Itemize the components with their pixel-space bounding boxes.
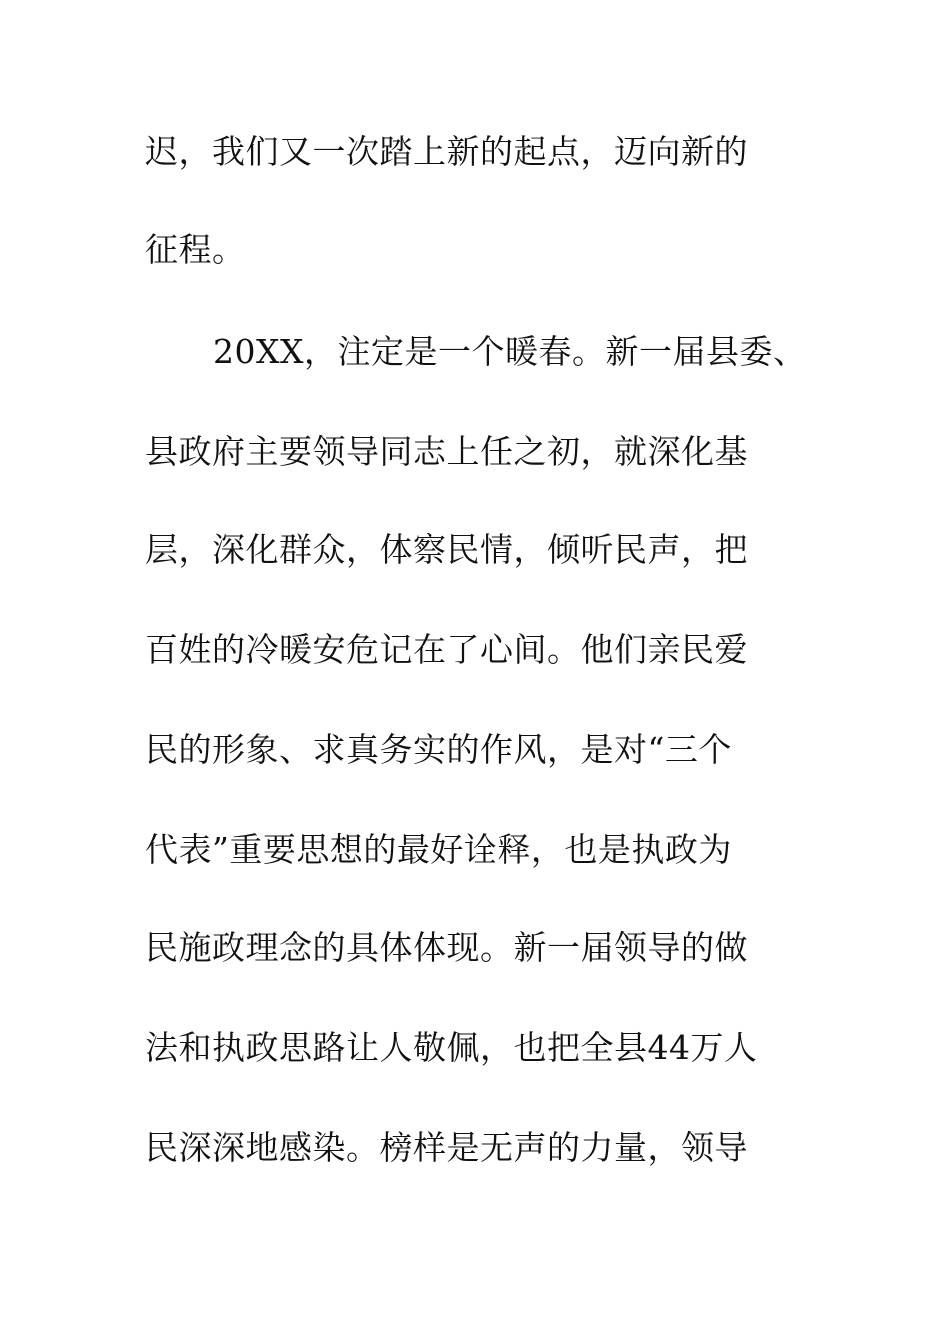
paragraph-line: 迟，我们又一次踏上新的起点，迈向新的 (145, 132, 748, 171)
paragraph-line: 民的形象、求真务实的作风，是对“三个 (145, 730, 732, 769)
paragraph-line: 民施政理念的具体体现。新一届领导的做 (145, 928, 748, 967)
paragraph-line: 征程。 (145, 230, 246, 269)
paragraph-first-line: 20XX，注定是一个暖春。新一届县委、 (213, 332, 807, 371)
paragraph-line: 层，深化群众，体察民情，倾听民声，把 (145, 530, 748, 569)
paragraph-line: 县政府主要领导同志上任之初，就深化基 (145, 432, 748, 471)
paragraph-line: 代表”重要思想的最好诠释，也是执政为 (145, 830, 732, 869)
paragraph-line: 百姓的冷暖安危记在了心间。他们亲民爱 (145, 630, 748, 669)
paragraph-line: 法和执政思路让人敬佩，也把全县44万人 (145, 1028, 758, 1067)
paragraph-line: 民深深地感染。榜样是无声的力量，领导 (145, 1128, 748, 1167)
